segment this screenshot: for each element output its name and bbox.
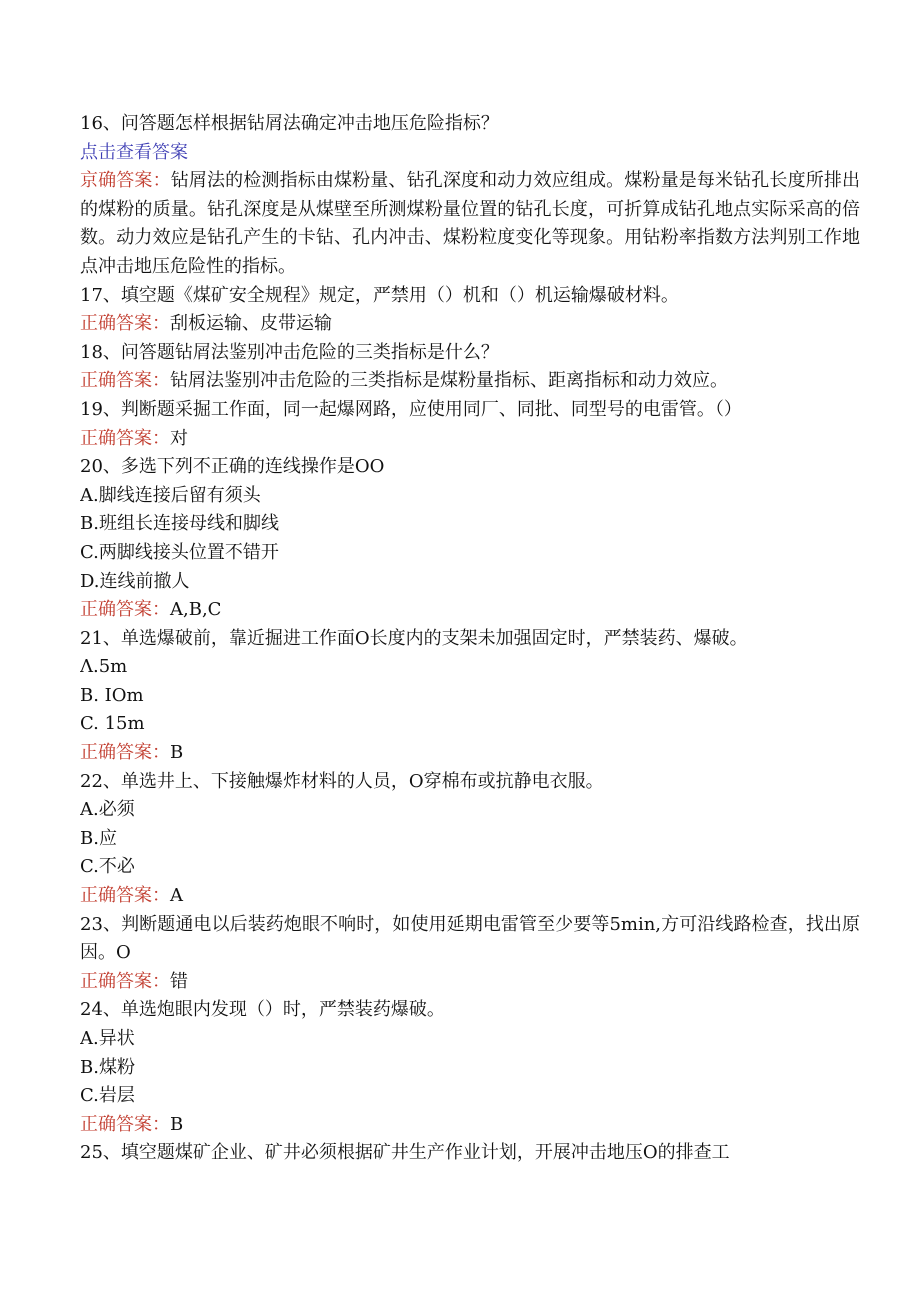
question-line: 16、问答题怎样根据钻屑法确定冲击地压危险指标？ xyxy=(80,113,499,134)
question-line: C.两脚线接头位置不错开 xyxy=(80,541,279,563)
question-line: A.必须 xyxy=(80,799,135,821)
answer-text: 钻屑法的检测指标由煤粉量、钻孔深度和动力效应组成。煤粉量是每米钻孔长度所排出的煤粉的质量。钻孔深度是从煤壁至所测煤粉量位置的钻孔长度，可折算成钻孔地点实际采高的倍数。动力效应是钻孔产生的卡钻、孔内冲击、煤粉粒度变化等现象。用钻粉率指数方法判别工作地点冲击地压危险性的指标。 xyxy=(80,170,861,277)
answer-line xyxy=(80,739,860,768)
question-line: B. IOm xyxy=(80,684,144,706)
answer-text: A,B,C xyxy=(170,599,222,621)
question-line: 17、填空题《煤矿安全规程》规定，严禁用（）机和（）机运输爆破材料。 xyxy=(80,284,679,306)
answer-line xyxy=(80,167,860,281)
question-line: 23、判断题通电以后装药炮眼不响时，如使用延期电雷管至少要等5min,方可沿线路检查，找出原因。O xyxy=(80,913,860,964)
answer-text: A xyxy=(170,885,183,907)
question-line: 22、单选井上、下接触爆炸材料的人员，O穿棉布或抗静电衣服。 xyxy=(80,770,604,792)
answer-label: 正确答案： xyxy=(80,427,170,449)
answer-line xyxy=(80,310,860,339)
answer-line xyxy=(80,367,860,396)
question-line: 25、填空题煤矿企业、矿井必须根据矿井生产作业计划，开展冲击地压O的排查工 xyxy=(80,1142,730,1164)
answer-line xyxy=(80,425,860,454)
show-answer-link[interactable]: 点击查看答案 xyxy=(80,141,188,163)
question-line: 24、单选炮眼内发现（）时，严禁装药爆破。 xyxy=(80,999,445,1021)
answer-text: 钻屑法鉴别冲击危险的三类指标是煤粉量指标、距离指标和动力效应。 xyxy=(170,370,728,392)
question-list xyxy=(80,110,860,1168)
answer-label: 正确答案： xyxy=(80,742,170,764)
question-line: A.异状 xyxy=(80,1028,135,1049)
answer-label: 京确答案： xyxy=(80,170,171,192)
answer-line xyxy=(80,882,860,911)
question-line: C.岩层 xyxy=(80,1085,135,1107)
answer-text: 刮板运输、皮带运输 xyxy=(170,313,332,335)
question-line: C.不必 xyxy=(80,856,135,878)
question-line: B.应 xyxy=(80,827,117,849)
question-line: B.煤粉 xyxy=(80,1056,135,1078)
answer-label: 正确答案： xyxy=(80,1113,170,1135)
question-line: B.班组长连接母线和脚线 xyxy=(80,513,279,535)
question-line: 21、单选爆破前，靠近掘进工作面O长度内的支架未加强固定时，严禁装药、爆破。 xyxy=(80,627,748,649)
question-line: C. 15m xyxy=(80,713,145,735)
answer-label: 正确答案： xyxy=(80,885,170,907)
answer-text: 错 xyxy=(170,970,188,992)
answer-label: 正确答案： xyxy=(80,313,170,335)
answer-label: 正确答案： xyxy=(80,370,170,392)
question-line: Λ.5m xyxy=(80,656,128,678)
question-line: 20、多选下列不正确的连线操作是OO xyxy=(80,456,385,478)
answer-text: B xyxy=(170,742,184,764)
answer-label: 正确答案： xyxy=(80,970,170,992)
question-line: D.连线前撤人 xyxy=(80,570,190,592)
question-line: A.脚线连接后留有须头 xyxy=(80,484,261,506)
question-line: 19、判断题采掘工作面，同一起爆网路，应使用同厂、同批、同型号的电雷管。（） xyxy=(80,398,742,420)
answer-line xyxy=(80,1111,860,1140)
answer-text: 对 xyxy=(170,427,188,449)
answer-text: B xyxy=(170,1113,184,1135)
question-line: 18、问答题钻屑法鉴别冲击危险的三类指标是什么？ xyxy=(80,341,499,363)
answer-line xyxy=(80,596,860,625)
answer-line xyxy=(80,968,860,997)
answer-label: 正确答案： xyxy=(80,599,170,621)
